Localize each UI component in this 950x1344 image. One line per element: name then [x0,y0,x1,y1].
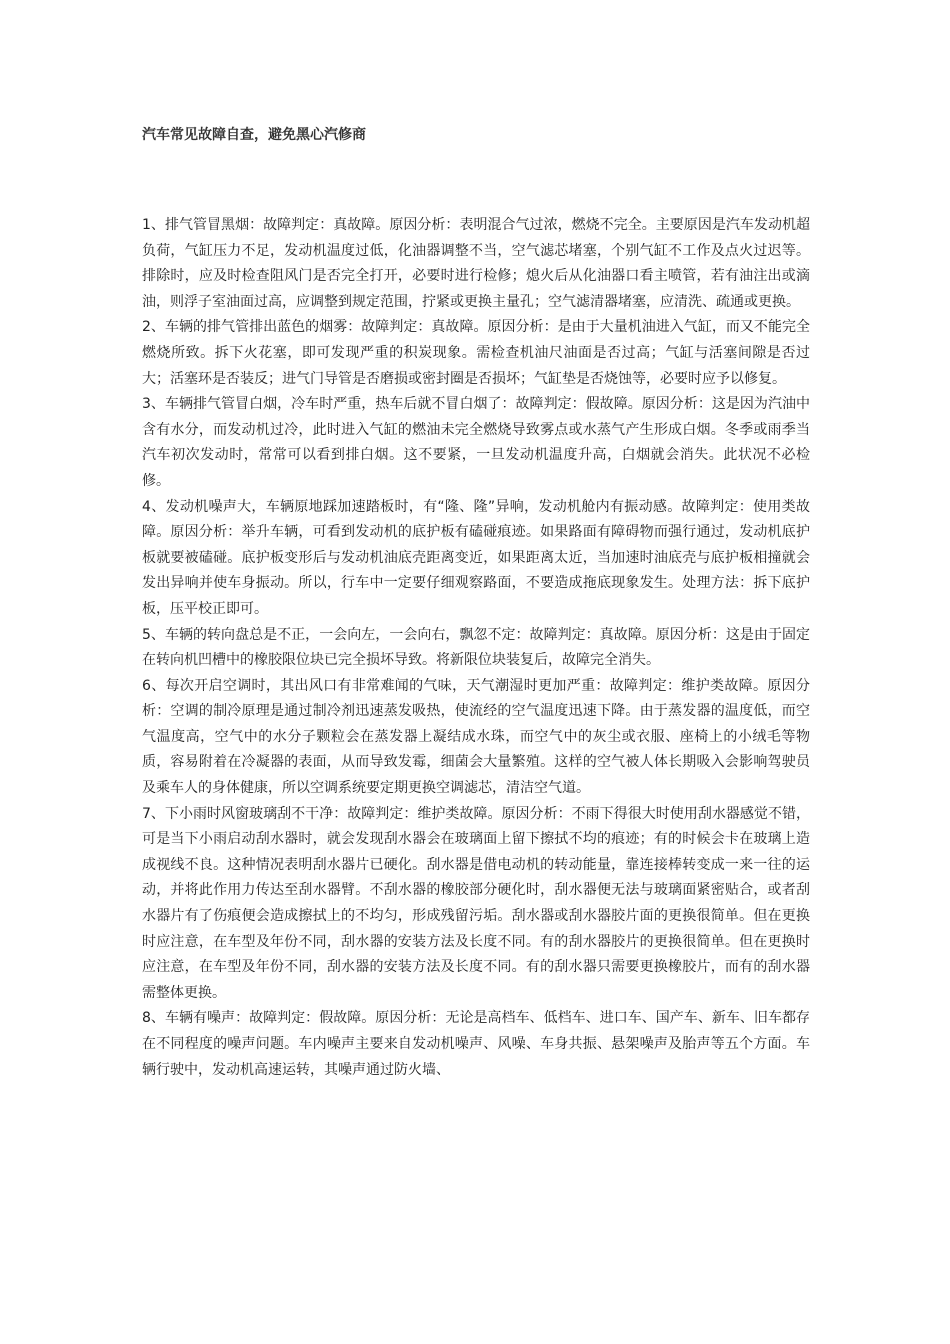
paragraph-5: 5、车辆的转向盘总是不正，一会向左，一会向右，飘忽不定：故障判定：真故障。原因分析：这是由于固定在转向机凹槽中的橡胶限位块已完全损坏导致。将新限位块装复后，故障完全消失。 [142,626,810,669]
document-title: 汽车常见故障自查，避免黑心汽修商 [142,127,366,143]
paragraph-3: 3、车辆排气管冒白烟，冷车时严重，热车后就不冒白烟了：故障判定：假故障。原因分析：这是因为汽油中含有水分，而发动机过冷，此时进入气缸的燃油未完全燃烧导致雾点或水蒸气产生形成白烟。冬季或雨季当汽车初次发动时，常常可以看到排白烟。这不要紧，一旦发动机温度升高，白烟就会消失。此状况不必检修。 [142,396,810,489]
paragraph-4: 4、发动机噪声大，车辆原地踩加速踏板时，有“隆、隆”异响，发动机舱内有振动感。故障判定：使用类故障。原因分析：举升车辆，可看到发动机的底护板有磕碰痕迹。如果路面有障碍物而强行通过，发动机底护板就要被磕碰。底护板变形后与发动机油底壳距离变近，如果距离太近，当加速时油底壳与底护板相撞就会发出异响并使车身振动。所以，行车中一定要仔细观察路面，不要造成拖底现象发生。处理方法：拆下底护板，压平校正即可。 [142,498,810,617]
paragraph-2: 2、车辆的排气管排出蓝色的烟雾：故障判定：真故障。原因分析：是由于大量机油进入气缸，而又不能完全燃烧所致。拆下火花塞，即可发现严重的积炭现象。需检查机油尺油面是否过高；气缸与活塞间隙是否过大；活塞环是否装反；进气门导管是否磨损或密封圈是否损坏；气缸垫是否烧蚀等，必要时应予以修复。 [142,319,810,387]
paragraph-6: 6、每次开启空调时，其出风口有非常难闻的气味，天气潮湿时更加严重：故障判定：维护类故障。原因分析：空调的制冷原理是通过制冷剂迅速蒸发吸热，使流经的空气温度迅速下降。由于蒸发器的温度低，而空气温度高，空气中的水分子颗粒会在蒸发器上凝结成水珠，而空气中的灰尘或衣服、座椅上的小绒毛等物质，容易附着在冷凝器的表面，从而导致发霉，细菌会大量繁殖。这样的空气被人体长期吸入会影响驾驶员及乘车人的身体健康，所以空调系统要定期更换空调滤芯，清洁空气道。 [142,677,810,797]
paragraph-8: 8、车辆有噪声：故障判定：假故障。原因分析：无论是高档车、低档车、进口车、国产车、新车、旧车都存在不同程度的噪声问题。车内噪声主要来自发动机噪声、风噪、车身共振、悬架噪声及胎声等五个方面。车辆行驶中，发动机高速运转，其噪声通过防火墙、 [142,1010,810,1078]
paragraph-1: 1、排气管冒黑烟：故障判定：真故障。原因分析：表明混合气过浓，燃烧不完全。主要原因是汽车发动机超负荷，气缸压力不足，发动机温度过低，化油器调整不当，空气滤芯堵塞，个别气缸不工作及点火过迟等。排除时，应及时检查阻风门是否完全打开，必要时进行检修；熄火后从化油器口看主喷管，若有油注出或滴油，则浮子室油面过高，应调整到规定范围，拧紧或更换主量孔；空气滤清器堵塞，应清洗、疏通或更换。 [142,217,810,310]
paragraph-7: 7、下小雨时风窗玻璃刮不干净：故障判定：维护类故障。原因分析：不雨下得很大时使用刮水器感觉不错，可是当下小雨启动刮水器时，就会发现刮水器会在玻璃面上留下擦拭不均的痕迹；有的时候会卡在玻璃上造成视线不良。这种情况表明刮水器片已硬化。刮水器是借电动机的转动能量，靠连接棒转变成一来一往的运动，并将此作用力传达至刮水器臂。不刮水器的橡胶部分硬化时，刮水器便无法与玻璃面紧密贴合，或者刮水器片有了伤痕便会造成擦拭上的不均匀，形成残留污垢。刮水器或刮水器胶片面的更换很简单。但在更换时应注意，在车型及年份不同，刮水器的安装方法及长度不同。有的刮水器胶片的更换很简单。但在更换时应注意，在车型及年份不同，刮水器的安装方法及长度不同。有的刮水器只需要更换橡胶片，而有的刮水器需整体更换。 [142,805,810,1001]
document-body [142,213,810,1083]
